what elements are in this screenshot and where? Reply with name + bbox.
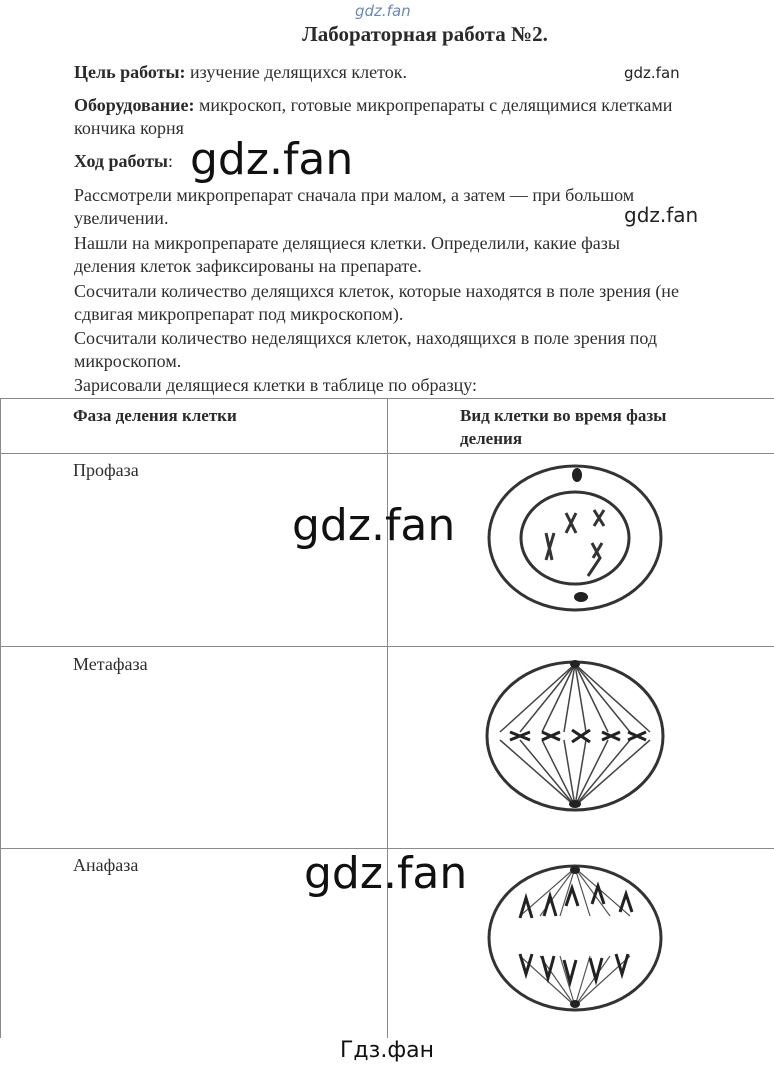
equipment-line [74, 94, 672, 116]
procedure-line-5: Сосчитали количество делящихся клеток, которые находятся в поле зрения (не [74, 281, 679, 301]
goal-label: Цель работы: [74, 62, 186, 82]
procedure-label: Ход работы [74, 151, 168, 171]
procedure-line-9: Зарисовали делящиеся клетки в таблице по образцу: [74, 375, 478, 395]
procedure-line-4: деления клеток зафиксированы на препарате. [74, 256, 422, 276]
equipment-label: Оборудование: [74, 95, 195, 115]
procedure-line-6: сдвигая микропрепарат под микроскопом). [74, 304, 404, 324]
procedure-heading [74, 150, 173, 172]
header-cell-view-2: деления [460, 429, 523, 448]
row-metaphase-label: Метафаза [73, 654, 148, 674]
watermark-top: gdz.fan [355, 2, 411, 20]
watermark-big-2: gdz.fan [292, 500, 456, 551]
goal-line [74, 61, 407, 83]
page-title: Лабораторная работа №2. [302, 22, 548, 46]
procedure-line-8: микроскопом. [74, 351, 182, 371]
row-anaphase-label: Анафаза [73, 855, 139, 875]
watermark-small-right: gdz.fan [624, 64, 680, 82]
procedure-line-1: Рассмотрели микропрепарат сначала при малом, а затем — при большом [74, 185, 635, 205]
header-cell-view: Вид клетки во время фазы [460, 406, 667, 425]
watermark-big-3: gdz.fan [304, 848, 468, 899]
prophase-cell-drawing [480, 458, 670, 618]
equipment-line-2: кончика корня [74, 118, 184, 138]
watermark-bottom: Гдз.фан [340, 1038, 434, 1063]
goal-text: изучение делящихся клеток. [185, 62, 407, 82]
watermark-medium-right: gdz.fan [624, 203, 699, 227]
anaphase-cell-drawing [480, 856, 670, 1016]
procedure-line-3: Нашли на микропрепарате делящиеся клетки. Определили, какие фазы [74, 233, 620, 253]
row-prophase-label: Профаза [73, 460, 139, 480]
watermark-big-1: gdz.fan [190, 134, 354, 185]
procedure-line-2: увеличении. [74, 208, 169, 228]
equipment-text: микроскоп, готовые микропрепараты с делящимися клетками [194, 95, 673, 115]
header-phase: Фаза деления клетки [73, 406, 237, 425]
metaphase-cell-drawing [480, 654, 670, 814]
procedure-colon: : [167, 151, 173, 171]
phases-table [0, 398, 774, 1038]
procedure-line-7: Сосчитали количество неделящихся клеток, находящихся в поле зрения под [74, 328, 658, 348]
